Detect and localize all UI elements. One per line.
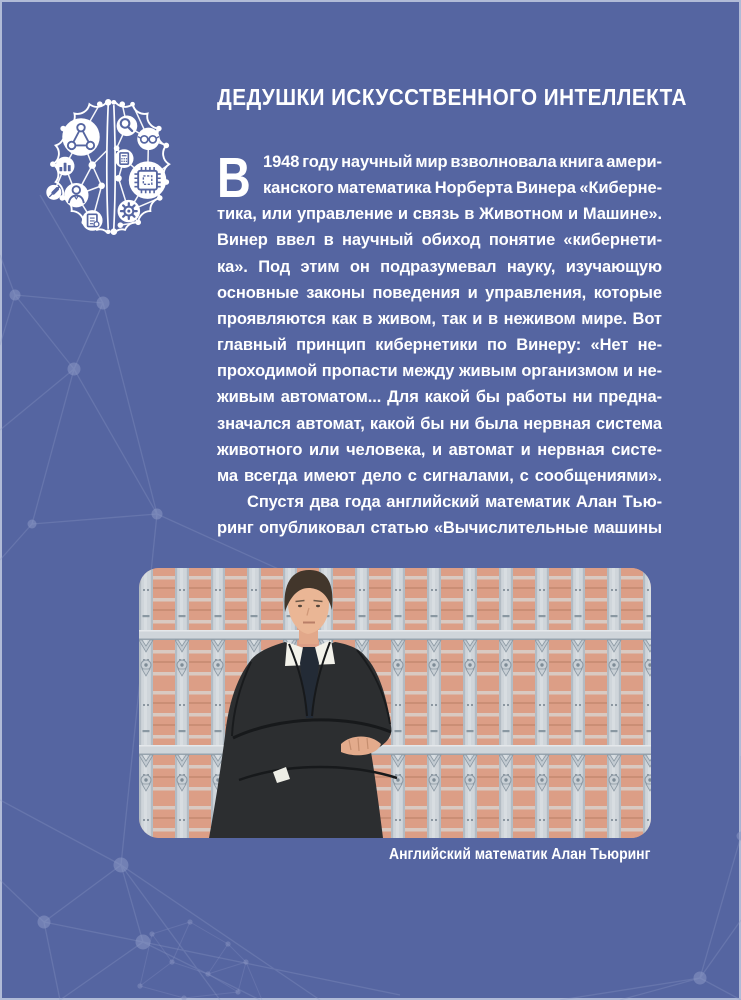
glasses-icon: [137, 128, 160, 151]
text-line: Спустя два года английский математик Алан Тью-: [247, 493, 662, 512]
cpu-chip-icon: [129, 161, 167, 199]
text-line: главный принцип кибернетики по Винеру: «Нет не-: [217, 336, 662, 355]
machine-wall-background: [139, 568, 651, 838]
text-line: живым автоматом... Для какой бы работы ни предна-: [217, 388, 662, 407]
text-line: значался автомат, какой бы ни была нервная система: [217, 414, 662, 433]
page-title: ДЕДУШКИ ИСКУССТВЕННОГО ИНТЕЛЛЕКТА: [217, 84, 687, 110]
text-line: проявляются как в живом, так и в неживом мире. Вот: [217, 309, 662, 328]
turing-illustration: [139, 568, 651, 838]
paragraph-1: [217, 146, 662, 489]
bar-chart-icon: [56, 157, 75, 176]
text-line: 1948 году научный мир взволновала книга амери-: [263, 153, 662, 171]
scientist-icon: [64, 183, 88, 207]
gear-icon: [118, 200, 141, 223]
text-line: тика, или управление и связь в Животном и Машине».: [217, 205, 662, 224]
magnifier-icon: [117, 115, 138, 136]
text-line: канского математика Норберта Винера «Киберне-: [263, 179, 662, 198]
text-line: ринг опубликовал статью «Вычислительные машины: [217, 519, 662, 538]
text-line: животного или человека, и автомат и нервная систе-: [217, 440, 662, 459]
calculator-icon: [115, 149, 134, 168]
text-line: проходимой пропасти между живым организмом и не-: [217, 362, 662, 381]
brain-midline: [107, 105, 115, 229]
text-line: ма всегда имеют дело с сигналами, с сообщениями».: [217, 466, 662, 485]
document-icon: [82, 210, 103, 231]
paragraph-2: [217, 489, 662, 541]
text-line: Винер ввел в научный обиход понятие «кибернети-: [217, 231, 662, 250]
text-line: ка». Под этим он подразумевал науку, изучающую: [217, 257, 662, 276]
text-line: основные законы поведения и управления, которые: [217, 283, 662, 302]
body-text: [217, 146, 662, 541]
network-nodes-icon: [62, 118, 100, 156]
brain-network-illustration: [36, 90, 186, 244]
drop-cap: В: [217, 146, 251, 210]
image-caption: Английский математик Алан Тьюринг: [388, 846, 650, 863]
syringe-icon: [46, 185, 61, 200]
